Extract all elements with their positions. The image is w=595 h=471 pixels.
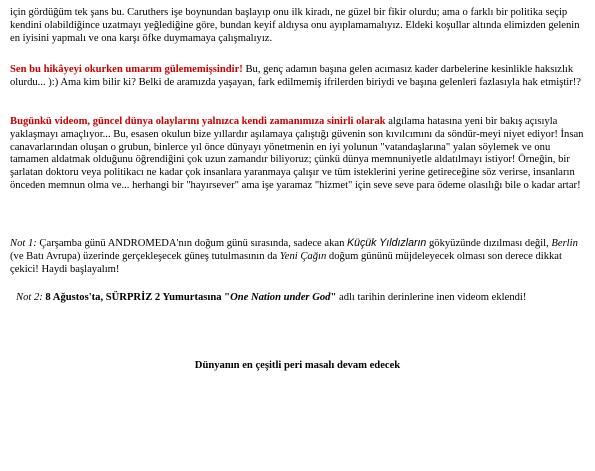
paragraph-closing bbox=[0, 360, 595, 373]
paragraph-intro bbox=[10, 7, 590, 45]
video-description-bold: Bugünkü videom, güncel dünya olaylarını yalnızca kendi zamanımıza sinirli olarak bbox=[10, 116, 386, 127]
note-1-emphasis-stars: Küçük Yıldızların bbox=[347, 237, 427, 249]
note-1-text-a: Çarşamba günü ANDROMEDA'nın doğum günü sırasında, sadece akan bbox=[36, 238, 348, 249]
paragraph-note-1 bbox=[10, 237, 590, 276]
story-comment-bold: Sen bu hikâyeyi okurken umarım gülememişsindir! bbox=[10, 64, 243, 75]
note-2-text: adlı tarihin derinlerine inen videom eklendi! bbox=[336, 292, 527, 303]
note-1-text-b: gökyüzünde dızılması değil, bbox=[426, 238, 552, 249]
note-1-emphasis-berlin: Berlin bbox=[551, 238, 578, 249]
note-1-label: Not 1: bbox=[10, 238, 37, 249]
note-1-text-c: (ve Batı Avrupa) üzerinde gerçekleşecek güneş tutulmasının da bbox=[10, 250, 280, 262]
intro-text: için gördüğüm tek şans bu. Caruthers işe boynundan başlayıp onu ilk kiradı, ne güzel bir fikir olurdu; ama o farklı bir politika seçip kendini olabildiğince uzatmayı yeğlediğine göre, bundan keyif aldıysa onu ayıplamamalıyız. Eldeki koşullar altında elimizden gelenin en iyisini yapmalı ve ona karşı öfke duymamaya çalışmalıyız. bbox=[10, 7, 580, 44]
paragraph-story-comment bbox=[10, 64, 590, 90]
video-description-text: algılama hatasına yeni bir bakış açısıyla yaklaşmayı amaçlıyor... Bu, esasen okulun bize yıllardır aşılamaya çalıştığı güvenin son kıvılcımını da söndür-meyi niyet ediyor! İnsan canavarlarından oluşan o grubun, binlerce yıl önce dünyayı yönetmenin en iyi yolunun "vatandaşlarına" yalan söylemek ve onu tamamen aldatmak olduğunu öğrendiğini çok uzun zamandır biliyoruz; çünkü dünya memnuniyetle aldatılmayı istiyor! Örneğin, bir şarlatan doktoru veya politikacı ne kadar çok insanlara yaranmaya çalışır ve tüm isteklerini yerine getireceğine söz verirse, insanların önceden memnun olma ve... herhangi bir "hayırsever" ama işe yaramaz "hizmet" için seve seve para ödeme olasılığı bile o kadar artar! bbox=[10, 116, 584, 191]
paragraph-note-2 bbox=[16, 292, 592, 305]
closing-text: Dünyanın en çeşitli peri masalı devam edecek bbox=[194, 360, 401, 371]
note-2-bold-quote: " bbox=[330, 292, 337, 303]
note-1-text-d: doğum gününü müjdeleyecek olması son derece dikkat çekici! Haydi başlayalım! bbox=[10, 250, 562, 275]
story-comment-text: Bu, genç adamın başına gelen acımasız kader darbelerine kesinlikle haksızlık olurdu... ):) Ama kim bilir ki? Belki de aramızda yaşayan, fark edilmemiş ifrilerden biriydi ve başına gelenleri fazlasıyla hak etmiştir!? bbox=[10, 64, 581, 88]
note-2-video-title: One Nation under God bbox=[230, 292, 331, 303]
note-2-label: Not 2: bbox=[16, 292, 43, 303]
note-2-bold: 8 Ağustos'ta, SÜRPRİZ 2 Yumurtasına " bbox=[42, 292, 231, 303]
paragraph-video-description bbox=[10, 116, 590, 193]
note-1-emphasis-new-age: Yeni Çağın bbox=[279, 250, 327, 262]
